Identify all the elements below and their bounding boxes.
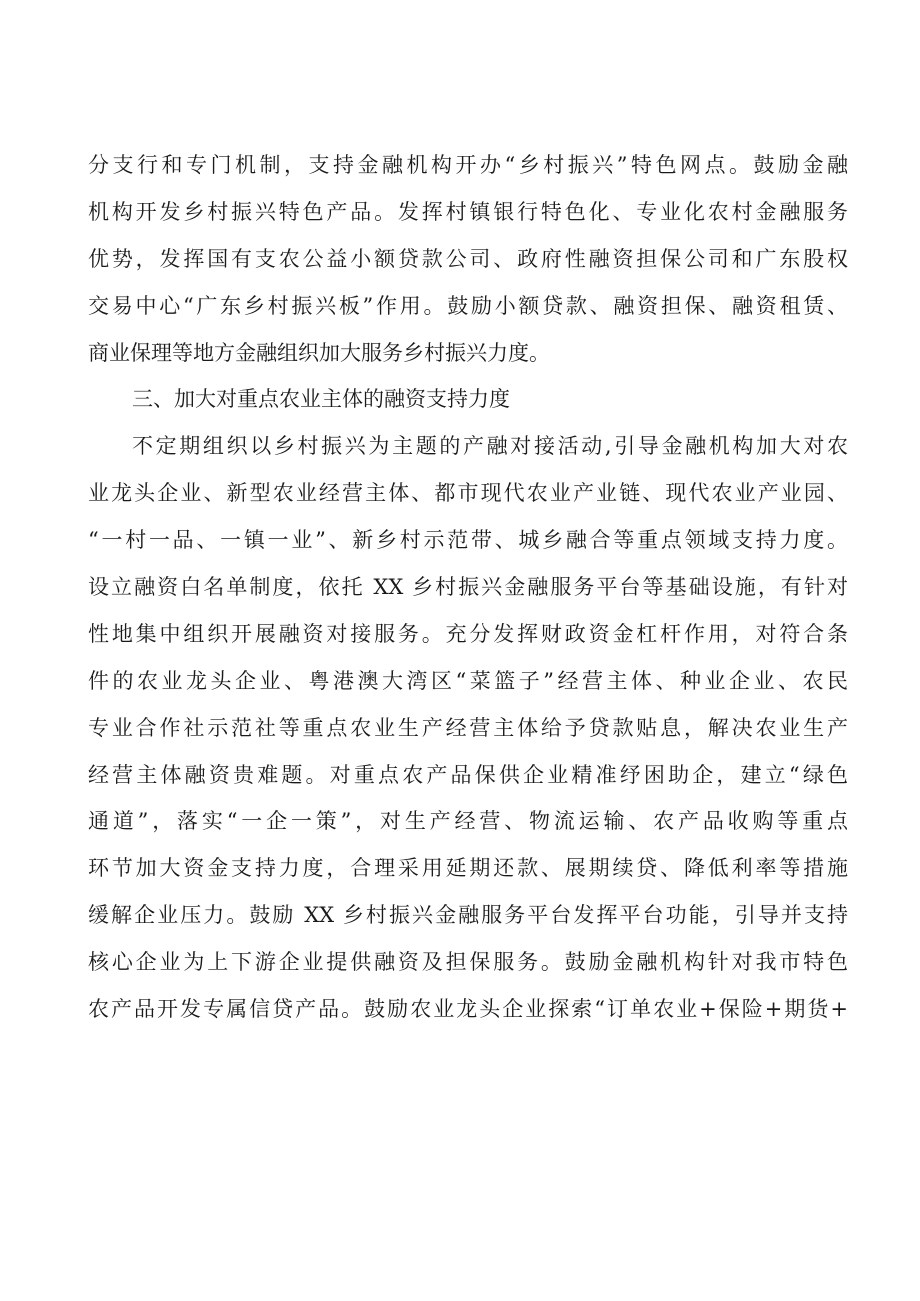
text-line: 核心企业为上下游企业提供融资及担保服务。鼓励金融机构针对我市特色 bbox=[88, 950, 848, 975]
text-line: 分支行和专门机制，支持金融机构开办“乡村振兴”特色网点。鼓励金融 bbox=[88, 153, 848, 177]
section-heading bbox=[88, 376, 848, 423]
text-line: 三、加大对重点农业主体的融资支持力度 bbox=[132, 387, 510, 412]
text-line: 设立融资白名单制度，依托 XX 乡村振兴金融服务平台等基础设施，有针对 bbox=[88, 575, 848, 600]
text-line: 优势，发挥国有支农公益小额贷款公司、政府性融资担保公司和广东股权 bbox=[88, 246, 848, 271]
text-line: 通道”，落实“一企一策”，对生产经营、物流运输、农产品收购等重点 bbox=[88, 809, 848, 834]
text-line: 经营主体融资贵难题。对重点农产品保供企业精准纾困助企，建立“绿色 bbox=[88, 762, 848, 787]
document-body bbox=[88, 142, 848, 1033]
text-line: 性地集中组织开展融资对接服务。充分发挥财政资金杠杆作用，对符合条 bbox=[88, 621, 848, 646]
text-line: 环节加大资金支持力度，合理采用延期还款、展期续贷、降低利率等措施 bbox=[88, 856, 848, 881]
text-line: 业龙头企业、新型农业经营主体、都市现代农业产业链、现代农业产业园、 bbox=[88, 481, 848, 506]
text-line: 不定期组织以乡村振兴为主题的产融对接活动,引导金融机构加大对农 bbox=[132, 434, 848, 459]
text-line: 农产品开发专属信贷产品。鼓励农业龙头企业探索“订单农业+保险+期货+ bbox=[88, 997, 848, 1022]
text-line: 缓解企业压力。鼓励 XX 乡村振兴金融服务平台发挥平台功能，引导并支持 bbox=[88, 903, 848, 928]
text-line: “一村一品、一镇一业”、新乡村示范带、城乡融合等重点领域支持力度。 bbox=[88, 528, 848, 553]
text-line: 商业保理等地方金融组织加大服务乡村振兴力度。 bbox=[88, 340, 550, 365]
text-line: 机构开发乡村振兴特色产品。发挥村镇银行特色化、专业化农村金融服务 bbox=[88, 199, 848, 224]
text-line: 件的农业龙头企业、粤港澳大湾区“菜篮子”经营主体、种业企业、农民 bbox=[88, 668, 848, 693]
paragraph bbox=[88, 142, 848, 376]
text-line: 专业合作社示范社等重点农业生产经营主体给予贷款贴息，解决农业生产 bbox=[88, 715, 848, 740]
paragraph bbox=[88, 423, 848, 1033]
text-line: 交易中心“广东乡村振兴板”作用。鼓励小额贷款、融资担保、融资租赁、 bbox=[88, 293, 848, 318]
